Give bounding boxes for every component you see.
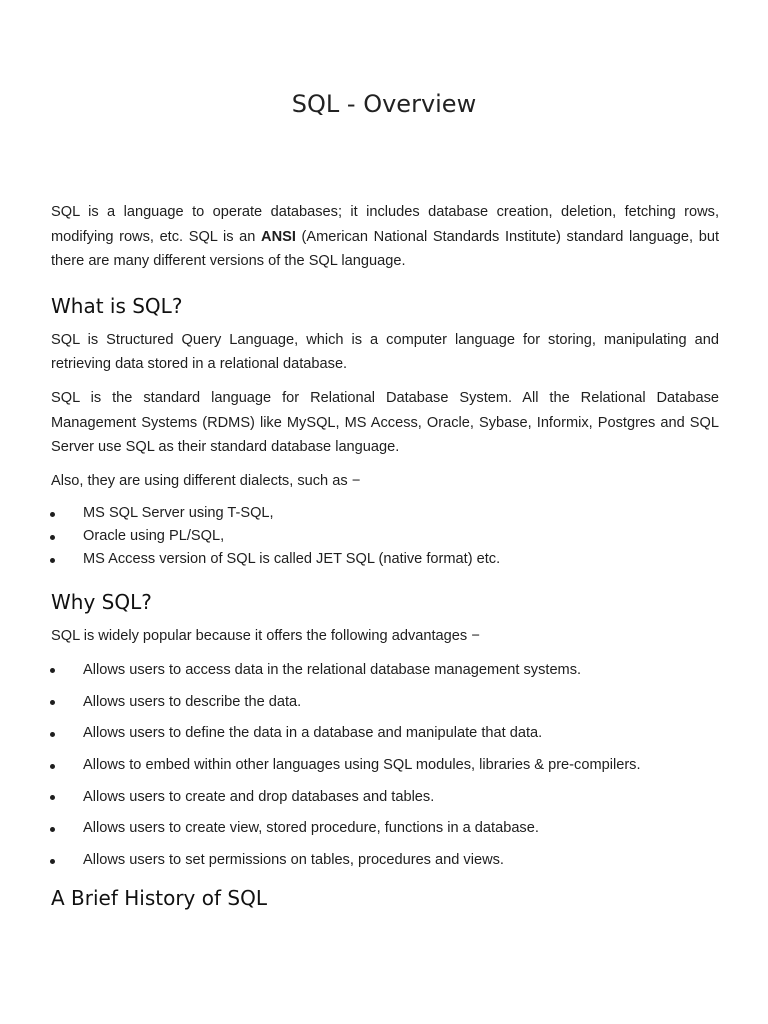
list-item — [51, 788, 719, 807]
list-item — [51, 548, 719, 571]
list-item — [51, 819, 719, 838]
list-item-text: Allows to embed within other languages using SQL modules, libraries & pre-compilers. — [83, 757, 641, 773]
bullet-icon — [50, 558, 55, 563]
what-paragraph-2: SQL is the standard language for Relational Database System. All the Relational Database Management Systems (RDMS) like MySQL, MS Access, Oracle, Sybase, Informix, Postgres and SQL Server use SQL as their standard database language. — [51, 389, 719, 456]
list-item — [51, 661, 719, 680]
document-body — [51, 200, 719, 912]
bullet-icon — [50, 859, 55, 864]
list-item — [51, 693, 719, 712]
list-item-text: Allows users to set permissions on tables, procedures and views. — [83, 852, 504, 869]
section-heading-why: Why SQL? — [51, 590, 152, 615]
bullet-icon — [50, 732, 55, 737]
intro-text-2: (American National Standards Institute) standard language, but there are many different versions of the SQL language. — [51, 228, 719, 270]
list-item-text: Allows users to define the data in a database and manipulate that data. — [83, 725, 543, 742]
list-item-text: MS Access version of SQL is called JET SQL (native format) etc. — [83, 551, 501, 568]
why-paragraph-1: SQL is widely popular because it offers the following advantages − — [51, 628, 480, 645]
section-heading-history: A Brief History of SQL — [51, 886, 267, 911]
bullet-icon — [50, 795, 55, 800]
dialects-list — [51, 502, 719, 571]
list-item-text: Oracle using PL/SQL, — [83, 528, 225, 545]
list-item-text: Allows users to create and drop databases and tables. — [83, 788, 435, 805]
page-title: SQL - Overview — [291, 90, 477, 118]
list-item — [51, 756, 719, 775]
list-item-text: Allows users to create view, stored procedure, functions in a database. — [83, 820, 539, 837]
bullet-icon — [50, 764, 55, 769]
bullet-icon — [50, 668, 55, 673]
intro-paragraph — [51, 200, 719, 274]
bullet-icon — [50, 700, 55, 705]
what-paragraph-1: SQL is Structured Query Language, which is a computer language for storing, manipulating and retrieving data stored in a relational database. — [51, 331, 719, 373]
list-item-text: MS SQL Server using T-SQL, — [83, 505, 274, 522]
list-item — [51, 525, 719, 548]
advantages-list — [51, 661, 719, 870]
list-item — [51, 851, 719, 870]
list-item-text: Allows users to access data in the relational database management systems. — [83, 661, 582, 678]
what-paragraph-3: Also, they are using different dialects, such as − — [51, 472, 361, 489]
list-item — [51, 502, 719, 525]
list-item-text: Allows users to describe the data. — [83, 693, 302, 710]
intro-bold-term: ANSI — [261, 228, 296, 245]
intro-text-1: SQL is a language to operate databases; it includes database creation, deletion, fetching rows, modifying rows, etc. SQL is an — [51, 204, 719, 245]
bullet-icon — [50, 512, 55, 517]
bullet-icon — [50, 827, 55, 832]
list-item — [51, 724, 719, 743]
section-heading-what: What is SQL? — [51, 293, 183, 318]
bullet-icon — [50, 535, 55, 540]
